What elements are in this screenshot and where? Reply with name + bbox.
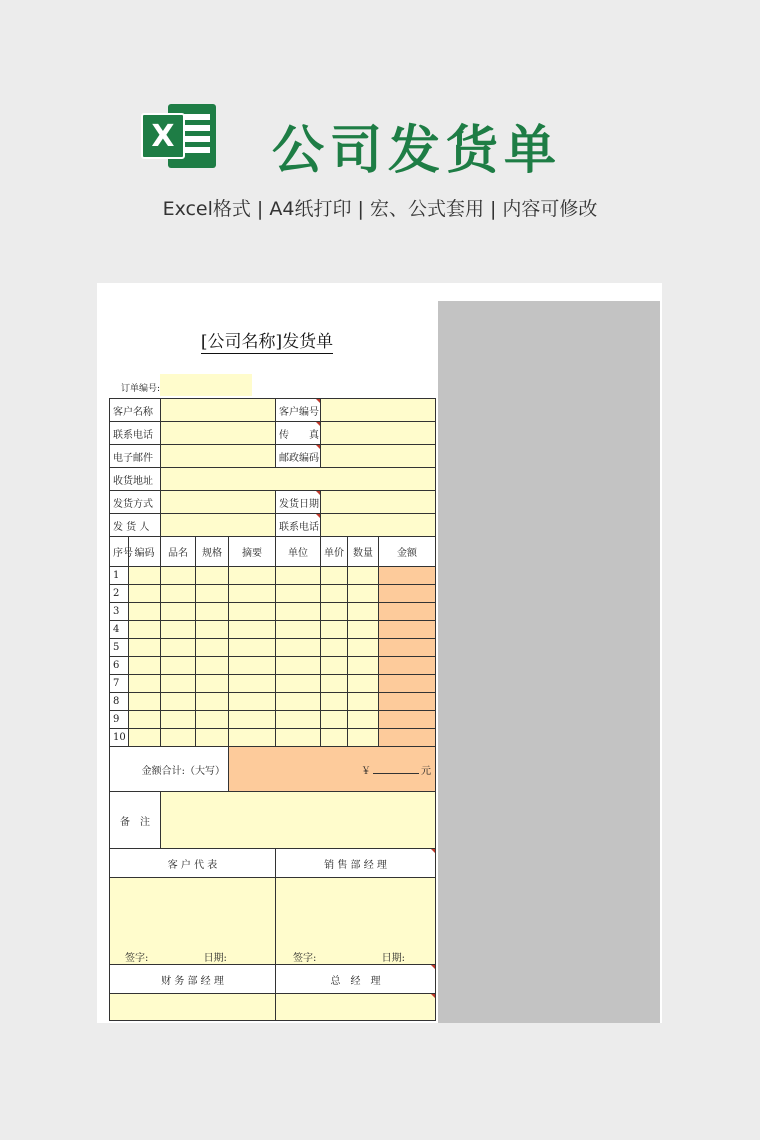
customer-no-cell[interactable] [321, 399, 436, 422]
amount-cell[interactable] [379, 621, 436, 639]
col-header-price: 单价 [321, 537, 348, 567]
phone-cell[interactable] [161, 422, 276, 445]
cell[interactable] [348, 693, 379, 711]
amount-cell[interactable] [379, 567, 436, 585]
remark-cell[interactable] [161, 792, 436, 849]
cell[interactable] [196, 621, 229, 639]
spreadsheet-preview [97, 283, 662, 1023]
cell[interactable] [229, 585, 276, 603]
col-header-unit: 单位 [276, 537, 321, 567]
amount-cell[interactable] [379, 675, 436, 693]
amount-cell[interactable] [379, 603, 436, 621]
cell[interactable] [129, 567, 161, 585]
label-shipper-phone: 联系电话 [276, 514, 321, 537]
customer-name-cell[interactable] [161, 399, 276, 422]
cell[interactable] [229, 603, 276, 621]
table-row [110, 711, 436, 729]
col-header-spec: 规格 [196, 537, 229, 567]
table-row [110, 639, 436, 657]
cell[interactable] [196, 675, 229, 693]
cell[interactable] [321, 675, 348, 693]
col-header-qty: 数量 [348, 537, 379, 567]
date-label: 日期: [203, 953, 227, 964]
address-cell[interactable] [161, 468, 436, 491]
cell[interactable] [348, 621, 379, 639]
excel-logo-icon [140, 100, 220, 172]
cell[interactable] [276, 585, 321, 603]
cell[interactable] [276, 711, 321, 729]
cell[interactable] [161, 729, 196, 747]
total-amount-cell[interactable] [229, 747, 436, 792]
sign-label: 签字: [125, 953, 149, 964]
date-label: 日期: [381, 953, 405, 964]
total-label: 金额合计:（大写） [110, 747, 229, 792]
cell[interactable] [161, 621, 196, 639]
label-customer-name: 客户名称 [110, 399, 161, 422]
col-header-product: 品名 [161, 537, 196, 567]
cell[interactable] [348, 657, 379, 675]
label-address: 收货地址 [110, 468, 161, 491]
cell[interactable] [321, 621, 348, 639]
cell[interactable] [196, 639, 229, 657]
label-postcode: 邮政编码 [276, 445, 321, 468]
cell[interactable] [129, 711, 161, 729]
gray-panel [438, 301, 660, 1023]
cell[interactable] [161, 567, 196, 585]
cell[interactable] [129, 639, 161, 657]
cell[interactable] [196, 711, 229, 729]
sheet-title: [公司名称]发货单 [200, 332, 334, 352]
page-subtitle: Excel格式 | A4纸打印 | 宏、公式套用 | 内容可修改 [162, 198, 598, 220]
label-shipper: 发 货 人 [110, 514, 161, 537]
general-manager-sign-cell[interactable] [276, 994, 436, 1021]
table-row [110, 675, 436, 693]
cell[interactable] [229, 567, 276, 585]
ship-date-cell[interactable] [321, 491, 436, 514]
cell[interactable] [276, 603, 321, 621]
finance-manager-sign-cell[interactable] [110, 994, 276, 1021]
amount-cell[interactable] [379, 711, 436, 729]
order-number-label: 订单编号: [121, 384, 161, 394]
cell[interactable] [129, 675, 161, 693]
amount-cell[interactable] [379, 657, 436, 675]
cell[interactable] [276, 693, 321, 711]
cell[interactable] [229, 711, 276, 729]
table-row [110, 603, 436, 621]
label-fax: 传 真 [276, 422, 321, 445]
table-row [110, 693, 436, 711]
label-ship-date: 发货日期 [276, 491, 321, 514]
table-row [110, 621, 436, 639]
row-number: 4 [110, 621, 129, 639]
cell[interactable] [161, 603, 196, 621]
cell[interactable] [229, 675, 276, 693]
cell[interactable] [196, 657, 229, 675]
cell[interactable] [196, 567, 229, 585]
cell[interactable] [161, 675, 196, 693]
cell[interactable] [229, 621, 276, 639]
cell[interactable] [348, 711, 379, 729]
table-row [110, 567, 436, 585]
item-rows [110, 567, 436, 747]
col-header-index: 序号 [110, 537, 129, 567]
cell[interactable] [161, 657, 196, 675]
amount-cell[interactable] [379, 639, 436, 657]
cell[interactable] [161, 711, 196, 729]
email-cell[interactable] [161, 445, 276, 468]
table-row [110, 585, 436, 603]
amount-cell[interactable] [379, 693, 436, 711]
shipping-form-table [109, 398, 436, 1021]
cell[interactable] [321, 657, 348, 675]
row-number: 3 [110, 603, 129, 621]
row-number: 7 [110, 675, 129, 693]
col-header-amount: 金额 [379, 537, 436, 567]
general-manager-label: 总 经 理 [276, 965, 436, 994]
currency-prefix: ￥ [361, 765, 372, 777]
sales-manager-label: 销 售 部 经 理 [276, 849, 436, 878]
label-customer-no: 客户编号 [276, 399, 321, 422]
finance-manager-label: 财 务 部 经 理 [110, 965, 276, 994]
label-phone: 联系电话 [110, 422, 161, 445]
page-title: 公司发货单 [272, 121, 563, 181]
cell[interactable] [229, 639, 276, 657]
sign-label: 签字: [293, 953, 317, 964]
cell[interactable] [129, 729, 161, 747]
cell[interactable] [229, 729, 276, 747]
order-number-cell[interactable] [160, 374, 252, 396]
cell[interactable] [161, 693, 196, 711]
banner [0, 0, 760, 260]
cell[interactable] [321, 693, 348, 711]
row-number: 5 [110, 639, 129, 657]
sales-manager-sign-cell[interactable] [276, 878, 436, 965]
shipper-phone-cell[interactable] [321, 514, 436, 537]
ship-method-cell[interactable] [161, 491, 276, 514]
cell[interactable] [348, 585, 379, 603]
customer-rep-label: 客 户 代 表 [110, 849, 276, 878]
cell[interactable] [348, 639, 379, 657]
row-number: 8 [110, 693, 129, 711]
cell[interactable] [321, 585, 348, 603]
amount-cell[interactable] [379, 729, 436, 747]
cell[interactable] [321, 729, 348, 747]
cell[interactable] [321, 567, 348, 585]
cell[interactable] [196, 729, 229, 747]
cell[interactable] [229, 693, 276, 711]
cell[interactable] [129, 603, 161, 621]
postcode-cell[interactable] [321, 445, 436, 468]
label-email: 电子邮件 [110, 445, 161, 468]
cell[interactable] [129, 657, 161, 675]
row-number: 10 [110, 729, 129, 747]
cell[interactable] [161, 585, 196, 603]
col-header-summary: 摘要 [229, 537, 276, 567]
cell[interactable] [276, 729, 321, 747]
cell[interactable] [276, 621, 321, 639]
label-ship-method: 发货方式 [110, 491, 161, 514]
cell[interactable] [348, 567, 379, 585]
cell[interactable] [348, 729, 379, 747]
cell[interactable] [321, 711, 348, 729]
customer-rep-sign-cell[interactable] [110, 878, 276, 965]
row-number: 9 [110, 711, 129, 729]
row-number: 2 [110, 585, 129, 603]
cell[interactable] [321, 603, 348, 621]
table-row [110, 657, 436, 675]
col-header-code: 编码 [129, 537, 161, 567]
row-number: 1 [110, 567, 129, 585]
table-row [110, 729, 436, 747]
cell[interactable] [276, 567, 321, 585]
cell[interactable] [129, 621, 161, 639]
cell[interactable] [129, 693, 161, 711]
cell[interactable] [161, 639, 196, 657]
cell[interactable] [196, 585, 229, 603]
cell[interactable] [276, 675, 321, 693]
cell[interactable] [348, 675, 379, 693]
cell[interactable] [321, 639, 348, 657]
cell[interactable] [276, 639, 321, 657]
cell[interactable] [276, 657, 321, 675]
cell[interactable] [129, 585, 161, 603]
cell[interactable] [196, 693, 229, 711]
cell[interactable] [196, 603, 229, 621]
cell[interactable] [229, 657, 276, 675]
remark-label: 备 注 [110, 792, 161, 849]
cell[interactable] [348, 603, 379, 621]
fax-cell[interactable] [321, 422, 436, 445]
row-number: 6 [110, 657, 129, 675]
shipper-cell[interactable] [161, 514, 276, 537]
currency-suffix: 元 [421, 765, 432, 777]
amount-cell[interactable] [379, 585, 436, 603]
logo-letter: X [151, 119, 175, 154]
